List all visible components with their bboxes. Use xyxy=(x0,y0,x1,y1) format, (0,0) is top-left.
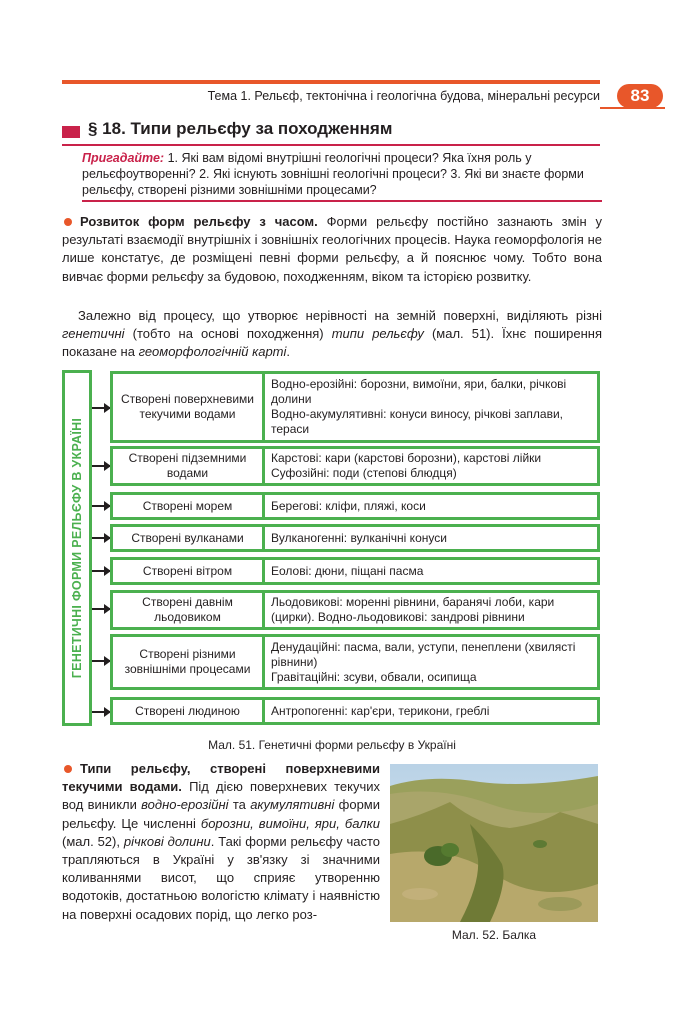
row-forms-secondary: Суфозійні: поди (степові блюдця) xyxy=(271,466,457,480)
term: генетичні xyxy=(62,326,125,342)
diagram-row xyxy=(110,446,600,486)
term: геоморфологічній карті xyxy=(138,344,287,360)
row-forms: Берегові: кліфи, пляжі, коси xyxy=(271,498,426,513)
text-run: (тобто на основі походження) xyxy=(124,326,332,342)
recall-box xyxy=(82,150,602,198)
diagram-row xyxy=(110,524,600,552)
text-run: форми рельєфу. Це численні xyxy=(62,797,380,831)
text-run: (мал. 52), xyxy=(62,833,124,849)
page-number: 83 xyxy=(617,84,663,108)
arrow-icon xyxy=(92,505,110,507)
arrow-icon xyxy=(92,537,110,539)
term: річкові долини xyxy=(123,833,211,849)
arrow-icon xyxy=(92,465,110,467)
term: борозни, вимоїни, яри, балки xyxy=(200,815,380,831)
recall-rule xyxy=(82,200,602,202)
row-category: Створені людиною xyxy=(113,700,265,722)
photo-caption: Мал. 52. Балка xyxy=(451,928,537,942)
row-category: Створені поверхневими текучими водами xyxy=(113,374,265,440)
diagram-row xyxy=(110,557,600,585)
row-forms: Антропогенні: кар'єри, терикони, греблі xyxy=(271,703,490,718)
row-category: Створені підземними водами xyxy=(113,449,265,483)
paragraph-heading: Типи рельєфу, створені поверхневими текучими водами. xyxy=(62,761,380,795)
figure-caption: Мал. 51. Генетичні форми рельєфу в Україні xyxy=(208,738,456,752)
bullet-icon xyxy=(64,765,72,773)
arrow-icon xyxy=(92,407,110,409)
running-header: Тема 1. Рельєф, тектонічна і геологічна будова, мінеральні ресурси xyxy=(207,89,600,103)
bullet-icon xyxy=(64,218,72,226)
diagram-row xyxy=(110,634,600,690)
paragraph-text: Форми рельєфу постійно зазнають змін у результаті взаємодії внутрішніх і зовнішніх геологічних процесів. Наука геоморфологія не лише констатує, де розміщені певні форми рельєфу, а й пояснює чому. Тобто вона вивчає форми рельєфу за будовою, походженням, віком та історією розвитку. xyxy=(62,214,603,284)
text-run: та xyxy=(228,797,251,813)
diagram-row xyxy=(110,590,600,630)
row-forms-secondary: Гравітаційні: зсуви, обвали, осипища xyxy=(271,669,477,684)
row-forms: Вулканогенні: вулканічні конуси xyxy=(271,530,447,545)
text-run: (мал. 51). Їхнє поширення показане на xyxy=(62,326,602,360)
term: водно-ерозійні xyxy=(141,797,229,813)
arrow-icon xyxy=(92,570,110,572)
diagram-side-label: ГЕНЕТИЧНІ ФОРМИ РЕЛЬЄФУ В УКРАЇНІ xyxy=(70,417,84,679)
recall-text: 1. Які вам відомі внутрішні геологічні процеси? Яка їхня роль у рельєфоутворенні? 2. Які існують зовнішні геологічні процеси? 3. Які ви знаєте форми рельєфу, створені різними зовнішніми процесами? xyxy=(82,151,584,197)
arrow-icon xyxy=(92,711,110,713)
row-forms: Водно-ерозійні: борозни, вимоїни, яри, балки, річкові долини xyxy=(271,377,567,406)
arrow-icon xyxy=(92,608,110,610)
diagram-row xyxy=(110,697,600,725)
paragraph-heading: Розвиток форм рельєфу з часом. xyxy=(80,214,318,229)
row-forms: Карстові: кари (карстові борозни), карстові лійки xyxy=(271,451,542,465)
text-run: . xyxy=(286,344,291,360)
arrow-icon xyxy=(92,660,110,662)
row-category: Створені вітром xyxy=(113,560,265,582)
section-marker xyxy=(62,126,80,138)
term: акумулятивні xyxy=(250,797,335,813)
section-title: § 18. Типи рельєфу за походженням xyxy=(88,119,393,138)
term: типи рельєфу xyxy=(331,326,424,342)
row-forms-secondary: Водно-акумулятивні: конуси виносу, річкові заплави, тераси xyxy=(271,407,564,436)
row-forms: Денудаційні: пасма, вали, уступи, пенеплени (хвилясті рівнини) xyxy=(271,639,576,669)
row-forms: Льодовикові: моренні рівнини, баранячі лоби, кари (цирки). Водно-льодовикові: зандрові рівнини xyxy=(271,595,555,624)
paragraph-water-relief xyxy=(62,760,380,924)
row-category: Створені давнім льодовиком xyxy=(113,593,265,627)
text-run: Залежно від процесу, що утворює нерівності на земній поверхні, виділяють різні xyxy=(78,308,602,323)
text-run: . Такі форми рельєфу часто трапляються в Україні у зв'язку зі значними коливаннями висот, що сприяє утворенню водотоків, достатньою вологістю клімату і наявністю на поверхні осадових порід, що легко роз- xyxy=(62,833,381,922)
balka-photo xyxy=(390,764,598,922)
text-run: Під дією поверхневих текучих вод виникли xyxy=(62,779,380,813)
row-category: Створені морем xyxy=(113,495,265,517)
header-rule xyxy=(62,80,600,84)
diagram-row xyxy=(110,371,600,443)
diagram-row xyxy=(110,492,600,520)
paragraph-genetic-types xyxy=(62,307,602,362)
section-rule xyxy=(62,144,600,146)
row-category: Створені різними зовнішніми процесами xyxy=(113,637,265,687)
recall-label: Пригадайте: xyxy=(82,151,165,165)
page-number-underline xyxy=(600,107,665,109)
paragraph-development xyxy=(62,213,602,286)
row-forms: Еолові: дюни, піщані пасма xyxy=(271,563,424,578)
row-category: Створені вулканами xyxy=(113,527,265,549)
